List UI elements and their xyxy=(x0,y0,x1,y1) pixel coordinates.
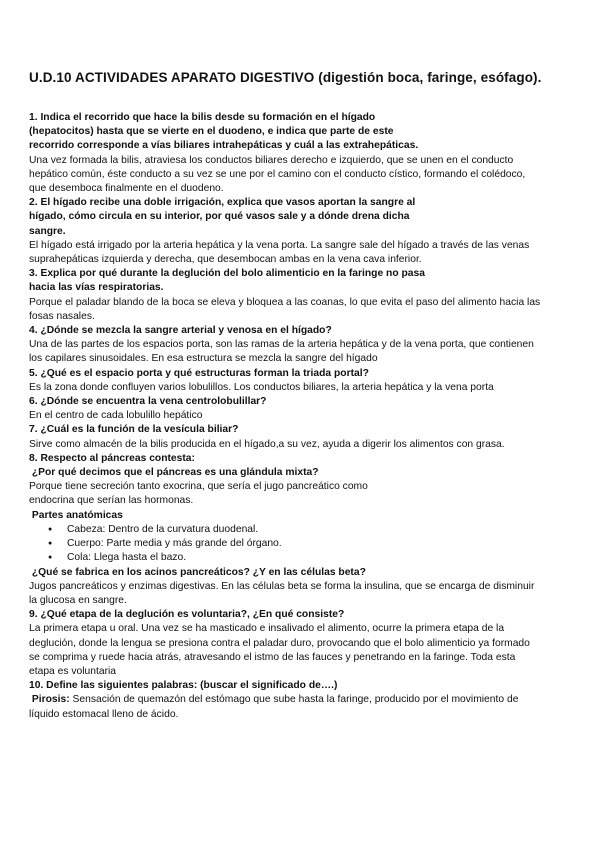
list-item: ● Cola: Llega hasta el bazo. xyxy=(29,551,589,565)
question-line: hacia las vías respiratorias. xyxy=(29,282,164,294)
answer-line: los capilares sinusoidales. En esa estructura se mezcla la sangre del hígado xyxy=(29,353,378,365)
answer-line: se comprima y ruede hacia atrás, atravesando el istmo de las fauces y penetrando en la faringe. Toda esta xyxy=(29,651,516,663)
answer-line: Porque tiene secreción tanto exocrina, que sería el jugo pancreático como xyxy=(29,481,368,493)
question-block xyxy=(29,324,589,367)
list-item: ● Cabeza: Dentro de la curvatura duodenal. xyxy=(29,523,589,537)
answer-line: Jugos pancreáticos y enzimas digestivas. En las células beta se forma la insulina, que se encarga de disminuir xyxy=(29,580,535,592)
question-line: (hepatocitos) hasta que se vierte en el duodeno, e indica que parte de este xyxy=(29,126,394,138)
question-block-pancreas xyxy=(29,452,589,608)
definition-line xyxy=(29,693,589,707)
parts-heading: Partes anatómicas xyxy=(29,509,123,521)
sub-question: ¿Por qué decimos que el páncreas es una glándula mixta? xyxy=(29,467,319,479)
question-line: 10. Define las siguientes palabras: (buscar el significado de….) xyxy=(29,680,338,692)
answer-line: Sirve como almacén de la bilis producida en el hígado,a su vez, ayuda a digerir los alimentos con grasa. xyxy=(29,438,505,450)
answer-line: Una de las partes de los espacios porta, son las ramas de la arteria hepática y de la vena porta, que contienen xyxy=(29,339,534,351)
question-line: 5. ¿Qué es el espacio porta y qué estructuras forman la triada portal? xyxy=(29,367,369,379)
list-item: ● Cuerpo: Parte media y más grande del órgano. xyxy=(29,537,589,551)
answer-line: la glucosa en sangre. xyxy=(29,594,127,606)
answer-line: El hígado está irrigado por la arteria hepática y la vena porta. La sangre sale del hígado a través de las venas xyxy=(29,239,530,251)
question-line: sangre. xyxy=(29,225,66,237)
question-block xyxy=(29,395,589,423)
answer-line: Es la zona donde confluyen varios lobulillos. Los conductos biliares, la arteria hepática y la vena porta xyxy=(29,381,494,393)
answer-line: Porque el paladar blando de la boca se eleva y bloquea a las coanas, lo que evita el paso del alimento hacia las xyxy=(29,296,541,308)
question-line: 2. El hígado recibe una doble irrigación, explica que vasos aportan la sangre al xyxy=(29,197,416,209)
answer-line: suprahepáticas izquierda y derecha, que desembocan ambas en la vena cava inferior. xyxy=(29,254,422,266)
sub-question: ¿Qué se fabrica en los acinos pancreáticos? ¿Y en las células beta? xyxy=(29,566,366,578)
parts-list xyxy=(29,523,589,566)
document-body xyxy=(29,111,589,722)
question-block xyxy=(29,267,589,324)
answer-line: deglución, donde la lengua se presiona contra el paladar duro, provocando que el bolo alimenticio ya formado xyxy=(29,637,530,649)
question-line: hígado, cómo circula en su interior, por qué vasos sale y a dónde drena dicha xyxy=(29,211,410,223)
question-line: 3. Explica por qué durante la deglución del bolo alimenticio en la faringe no pasa xyxy=(29,268,425,280)
page-title: U.D.10 ACTIVIDADES APARATO DIGESTIVO (digestión boca, faringe, esófago). xyxy=(29,70,542,85)
question-line: 1. Indica el recorrido que hace la bilis desde su formación en el hígado xyxy=(29,112,376,123)
answer-line: Una vez formada la bilis, atraviesa los conductos biliares derecho e izquierdo, que se unen en el conducto xyxy=(29,154,514,166)
question-block xyxy=(29,111,589,196)
answer-line: fosas nasales. xyxy=(29,310,95,322)
question-block xyxy=(29,608,589,679)
definition-text: Sensación de quemazón del estómago que sube hasta la faringe, producido por el movimiento de xyxy=(69,694,519,706)
question-block xyxy=(29,679,589,722)
question-block xyxy=(29,423,589,451)
answer-line: En el centro de cada lobulillo hepático xyxy=(29,410,203,422)
question-line: recorrido corresponde a vías biliares intrahepáticas y cuál a las extrahepáticas. xyxy=(29,140,419,152)
answer-line: La primera etapa u oral. Una vez se ha masticado e insalivado el alimento, ocurre la primera etapa de la xyxy=(29,623,505,635)
answer-line: que desemboca finalmente en el duodeno. xyxy=(29,183,224,195)
answer-line: hepático común, éste conducto a su vez se une por el camino con el conducto cístico, formando el colédoco, xyxy=(29,168,526,180)
answer-line: endocrina que serían las hormonas. xyxy=(29,495,194,507)
definition-line: líquido estomacal lleno de ácido. xyxy=(29,708,179,720)
term-label: Pirosis: xyxy=(29,694,70,706)
question-line: 7. ¿Cuál es la función de la vesícula biliar? xyxy=(29,424,239,436)
question-block xyxy=(29,367,589,395)
question-line: 9. ¿Qué etapa de la deglución es voluntaria?, ¿En qué consiste? xyxy=(29,609,345,621)
question-heading: 8. Respecto al páncreas contesta: xyxy=(29,452,195,464)
question-line: 6. ¿Dónde se encuentra la vena centrolobulillar? xyxy=(29,396,267,408)
question-block xyxy=(29,196,589,267)
answer-line: etapa es voluntaria xyxy=(29,665,117,677)
question-line: 4. ¿Dónde se mezcla la sangre arterial y venosa en el hígado? xyxy=(29,325,332,337)
